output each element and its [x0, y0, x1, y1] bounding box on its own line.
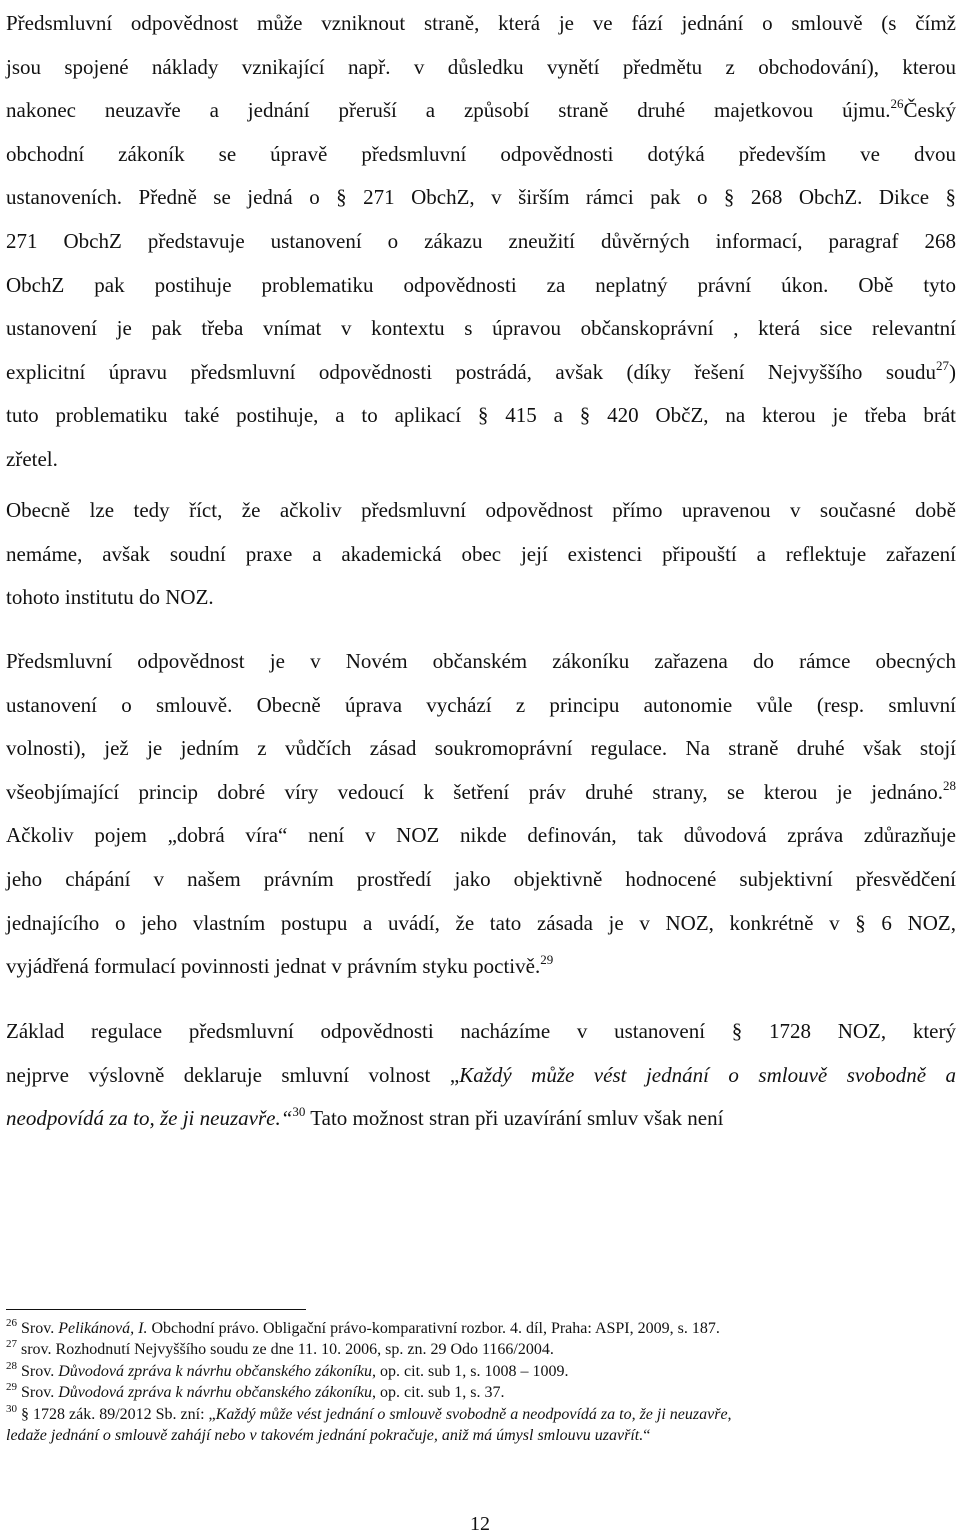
italic-text: Důvodová zpráva k návrhu občanského zákoníku — [58, 1384, 373, 1402]
footnote-number: 28 — [6, 1359, 17, 1372]
italic-text: Každý může vést jednání o smlouvě svobodně a — [459, 1062, 956, 1087]
footnote — [6, 1318, 956, 1339]
text-run: všeobjímající princip dobré víry vedoucí k šetření práv druhé strany, se kterou je jednáno. — [6, 779, 943, 804]
text-line — [6, 684, 956, 728]
text-run: ustanoveních. Předně se jedná o § 271 ObchZ, v širším rámci pak o § 268 ObchZ. Dikce § — [6, 185, 956, 210]
text-line — [6, 176, 956, 220]
text-run: Základ regulace předsmluvní odpovědnosti nacházíme v ustanovení § 1728 NOZ, který — [6, 1019, 956, 1043]
text-line — [6, 1010, 956, 1054]
italic-text: ledaže jednání o smlouvě zahájí nebo v takovém jednání pokračuje, aniž má úmysl smlouvu uzavřít. — [6, 1426, 644, 1444]
text-line — [6, 533, 956, 577]
text-run: nejprve výslovně deklaruje smluvní volnost „ — [6, 1062, 460, 1087]
text-run: Ačkoliv pojem „dobrá víra“ není v NOZ nikde definován, tak důvodová zpráva zdůrazňuje — [6, 823, 956, 848]
italic-text: Pelikánová, I. — [58, 1320, 148, 1337]
text-run: Srov. — [21, 1320, 59, 1337]
text-line — [6, 133, 956, 177]
text-line — [6, 640, 956, 684]
text-run: Předsmluvní odpovědnost je v Novém občanském zákoníku zařazena do rámce obecných — [6, 649, 956, 673]
footnotes — [6, 1318, 956, 1446]
text-run: Obchodní právo. Obligační právo-komparativní rozbor. 4. díl, Praha: ASPI, 2009, s. 187. — [147, 1320, 720, 1337]
footnote — [6, 1339, 956, 1360]
text-line — [6, 727, 956, 771]
text-run: ustanovení je pak třeba vnímat v kontextu s úpravou občanskoprávní , která sice relevantní — [6, 316, 956, 341]
text-line — [6, 902, 956, 946]
text-run: Srov. — [21, 1384, 59, 1402]
text-run: tohoto institutu do NOZ. — [6, 585, 214, 610]
text-line — [6, 945, 956, 989]
text-run: obchodní zákoník se úpravě předsmluvní odpovědnosti dotýká především ve dvou — [6, 141, 956, 166]
page-number: 12 — [470, 1513, 490, 1535]
text-line — [6, 489, 956, 533]
text-line — [6, 351, 956, 395]
text-run: ustanovení o smlouvě. Obecně úprava vychází z principu autonomie vůle (resp. smluvní — [6, 692, 956, 717]
text-run: explicitní úpravu předsmluvní odpovědnosti postrádá, avšak (díky řešení Nejvyššího soudu — [6, 359, 936, 384]
paragraph-2 — [6, 489, 956, 620]
text-line — [6, 307, 956, 351]
italic-text: Důvodová zpráva k návrhu občanského zákoníku — [58, 1362, 373, 1380]
text-line — [6, 220, 956, 264]
text-run: , op. cit. sub 1, s. 37. — [372, 1384, 505, 1402]
text-run: nakonec neuzavře a jednání přeruší a způsobí straně druhé majetkovou újmu. — [6, 98, 891, 123]
text-run: jsou spojené náklady vznikající např. v důsledku vynětí předmětu z obchodování), kterou — [6, 54, 956, 79]
text-run: srov. Rozhodnutí Nejvyššího soudu ze dne 11. 10. 2006, sp. zn. 29 Odo 1166/2004. — [21, 1341, 554, 1359]
text-run: nemáme, avšak soudní praxe a akademická obec její existenci připouští a reflektuje zařazení — [6, 541, 956, 566]
footnote — [6, 1382, 956, 1403]
text-line — [6, 576, 956, 620]
text-line — [6, 89, 956, 133]
text-run: Obecně lze tedy říct, že ačkoliv předsmluvní odpovědnost přímo upravenou v současné době — [6, 498, 956, 522]
text-run: Tato možnost stran při uzavírání smluv však není — [305, 1106, 724, 1131]
text-line — [6, 858, 956, 902]
text-run: Srov. — [21, 1362, 59, 1380]
italic-text: neodpovídá za to, že ji neuzavře.“ — [6, 1106, 293, 1131]
text-run: jeho chápání v našem právním prostředí jako objektivně hodnocené subjektivní přesvědčení — [6, 866, 956, 891]
text-run: zřetel. — [6, 446, 58, 471]
text-line — [6, 1097, 956, 1141]
footnote-number: 27 — [6, 1338, 17, 1351]
text-run: Český — [903, 98, 956, 123]
text-line — [6, 2, 956, 46]
paragraph-1 — [6, 2, 956, 482]
text-line — [6, 438, 956, 482]
text-run: Předsmluvní odpovědnost může vzniknout straně, která je ve fází jednání o smlouvě (s čímž — [6, 11, 956, 35]
text-line — [6, 1054, 956, 1098]
text-run: tuto problematiku také postihuje, a to aplikací § 415 a § 420 ObčZ, na kterou je třeba brát — [6, 403, 956, 428]
text-run: jednajícího o jeho vlastním postupu a uvádí, že tato zásada je v NOZ, konkrétně v § 6 NOZ, — [6, 910, 956, 935]
paragraph-4 — [6, 1010, 956, 1141]
text-run: 271 ObchZ představuje ustanovení o zákazu zneužití důvěrných informací, paragraf 268 — [6, 228, 956, 253]
text-run: volnosti), jež je jedním z vůdčích zásad soukromoprávní regulace. Na straně druhé však stojí — [6, 736, 956, 761]
footnote — [6, 1425, 956, 1446]
footnote-number: 29 — [6, 1381, 17, 1394]
footnote-reference: 29 — [540, 952, 554, 968]
footnote-number: 30 — [6, 1402, 17, 1415]
footnote-reference: 28 — [943, 777, 956, 793]
footnote-reference: 30 — [292, 1104, 306, 1120]
text-line — [6, 771, 956, 815]
text-line — [6, 264, 956, 308]
italic-text: Každý může vést jednání o smlouvě svobodně a neodpovídá za to, že ji neuzavře, — [215, 1405, 732, 1423]
text-run: , op. cit. sub 1, s. 1008 – 1009. — [372, 1362, 569, 1380]
text-run: ObchZ pak postihuje problematiku odpovědnosti za neplatný právní úkon. Obě tyto — [6, 272, 956, 297]
text-line — [6, 394, 956, 438]
text-line — [6, 814, 956, 858]
text-run: § 1728 zák. 89/2012 Sb. zní: „ — [21, 1405, 216, 1423]
footnote-number: 26 — [6, 1317, 17, 1329]
text-run: “ — [643, 1426, 651, 1444]
footnote-separator — [6, 1309, 306, 1310]
footnote-reference: 27 — [936, 357, 949, 373]
text-run: vyjádřená formulací povinnosti jednat v právním styku poctivě. — [6, 954, 541, 979]
footnote — [6, 1361, 956, 1382]
text-run: ) — [949, 359, 956, 384]
footnote-reference: 26 — [890, 96, 904, 112]
paragraph-3 — [6, 640, 956, 989]
footnote — [6, 1404, 956, 1425]
text-line — [6, 46, 956, 90]
